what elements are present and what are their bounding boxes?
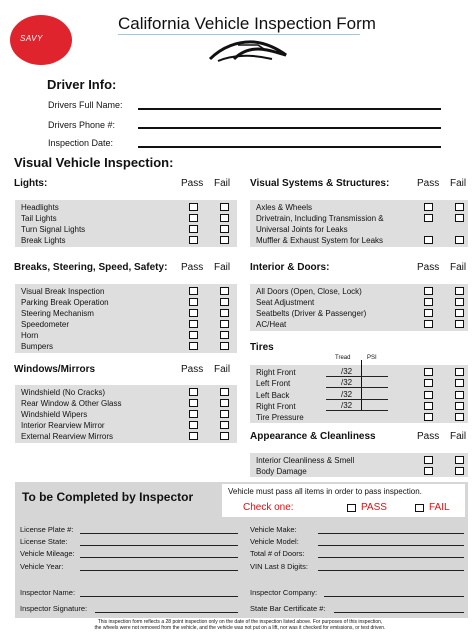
license-plate-label: License Plate #: <box>20 525 74 534</box>
pass-checkbox[interactable] <box>424 287 433 295</box>
full-name-field[interactable] <box>138 108 441 110</box>
pass-checkbox[interactable] <box>189 309 198 317</box>
pass-checkbox[interactable] <box>189 399 198 407</box>
fail-checkbox[interactable] <box>455 467 464 475</box>
fail-checkbox[interactable] <box>455 298 464 306</box>
tire-label: Tire Pressure <box>256 413 304 422</box>
date-field[interactable] <box>138 146 441 148</box>
footer-line-2: the wheels were not removed from the vehicle, and the vehicle was not put on a lift, nor was it checked for emissions, or test driven. <box>94 625 386 631</box>
pass-checkbox[interactable] <box>189 214 198 222</box>
pass-checkbox[interactable] <box>189 225 198 233</box>
fail-checkbox[interactable] <box>220 236 229 244</box>
footer-line-1: This inspection form reflects a 28 point inspection only on the date of the inspection listed above. For purposes of this inspection, <box>97 619 383 625</box>
form-title: California Vehicle Inspection Form <box>118 14 376 33</box>
fail-checkbox[interactable] <box>220 225 229 233</box>
fail-checkbox[interactable] <box>455 287 464 295</box>
inspector-company-field[interactable] <box>324 596 464 597</box>
appearance-heading: Appearance & Cleanliness <box>250 431 376 442</box>
pass-checkbox[interactable] <box>424 467 433 475</box>
check-item-label: Visual Break Inspection <box>21 287 105 296</box>
inspector-name-label: Inspector Name: <box>20 588 76 597</box>
inspector-signature-label: Inspector Signature: <box>20 604 88 613</box>
interior-heading: Interior & Doors: <box>250 262 330 273</box>
vehicle-make-field[interactable] <box>318 533 464 534</box>
logo-text: SAVY <box>20 34 43 43</box>
fail-checkbox[interactable] <box>455 320 464 328</box>
visual-systems-heading: Visual Systems & Structures: <box>250 178 390 189</box>
pass-checkbox[interactable] <box>189 410 198 418</box>
state-bar-field[interactable] <box>334 612 464 613</box>
inspector-heading: To be Completed by Inspector <box>22 490 194 504</box>
fail-checkbox[interactable] <box>220 320 229 328</box>
date-label: Inspection Date: <box>48 138 114 148</box>
tread-field[interactable] <box>326 387 388 388</box>
vehicle-model-label: Vehicle Model: <box>250 537 299 546</box>
pass-checkbox[interactable] <box>189 331 198 339</box>
fail-checkbox[interactable] <box>220 214 229 222</box>
tread-label: Tread <box>335 355 351 361</box>
psi-label: PSI <box>367 355 377 361</box>
tread-value: /32 <box>341 378 353 387</box>
fail-checkbox[interactable] <box>220 203 229 211</box>
result-pass-label: PASS <box>361 502 387 513</box>
pass-checkbox[interactable] <box>424 236 433 244</box>
tread-field[interactable] <box>326 376 388 377</box>
full-name-label: Drivers Full Name: <box>48 100 123 110</box>
fail-checkbox[interactable] <box>220 432 229 440</box>
pass-checkbox[interactable] <box>189 236 198 244</box>
pass-checkbox[interactable] <box>424 309 433 317</box>
inspector-company-label: Inspector Company: <box>250 588 318 597</box>
tread-field[interactable] <box>326 410 388 411</box>
vin-label: VIN Last 8 Digits: <box>250 562 308 571</box>
check-item-label: Bumpers <box>21 342 54 351</box>
check-item-label: Horn <box>21 331 39 340</box>
pass-checkbox[interactable] <box>189 421 198 429</box>
tire-label: Right Front <box>256 402 296 411</box>
pass-checkbox[interactable] <box>189 388 198 396</box>
fail-checkbox[interactable] <box>455 391 464 399</box>
check-item-label: Rear Window & Other Glass <box>21 399 122 408</box>
vin-field[interactable] <box>318 570 464 571</box>
check-item-label: All Doors (Open, Close, Lock) <box>256 287 362 296</box>
inspector-signature-field[interactable] <box>95 612 238 613</box>
vehicle-mileage-label: Vehicle Mileage: <box>20 549 75 558</box>
check-item-label: Axles & Wheels <box>256 203 313 212</box>
fail-checkbox[interactable] <box>455 402 464 410</box>
result-fail-checkbox[interactable] <box>415 504 424 512</box>
fail-checkbox[interactable] <box>220 342 229 350</box>
title-underline <box>118 34 360 35</box>
fail-checkbox[interactable] <box>220 287 229 295</box>
check-item-label: Turn Signal Lights <box>21 225 86 234</box>
check-item-label: Body Damage <box>256 467 307 476</box>
fail-checkbox[interactable] <box>455 236 464 244</box>
pass-checkbox[interactable] <box>424 368 433 376</box>
tread-value: /32 <box>341 390 353 399</box>
pass-checkbox[interactable] <box>189 320 198 328</box>
tread-value: /32 <box>341 367 353 376</box>
vehicle-make-label: Vehicle Make: <box>250 525 297 534</box>
fail-checkbox[interactable] <box>220 298 229 306</box>
vehicle-mileage-field[interactable] <box>80 557 238 558</box>
breaks-heading: Breaks, Steering, Speed, Safety: <box>14 262 168 273</box>
pass-checkbox[interactable] <box>424 413 433 421</box>
fail-checkbox[interactable] <box>220 309 229 317</box>
state-bar-label: State Bar Certificate #: <box>250 604 326 613</box>
tires-heading: Tires <box>250 342 274 353</box>
pass-header: Pass <box>181 364 204 375</box>
check-item-label: Speedometer <box>21 320 70 329</box>
check-item-label: Drivetrain, Including Transmission & <box>256 214 384 223</box>
vehicle-model-field[interactable] <box>318 545 464 546</box>
fail-checkbox[interactable] <box>220 388 229 396</box>
fail-checkbox[interactable] <box>455 203 464 211</box>
license-state-field[interactable] <box>80 545 238 546</box>
pass-checkbox[interactable] <box>424 402 433 410</box>
check-item-label: Parking Break Operation <box>21 298 109 307</box>
check-item-label: External Rearview Mirrors <box>21 432 114 441</box>
fail-header: Fail <box>214 364 231 375</box>
tread-field[interactable] <box>326 399 388 400</box>
check-item-label: AC/Heat <box>256 320 287 329</box>
fail-checkbox[interactable] <box>455 456 464 464</box>
fail-header: Fail <box>214 178 231 189</box>
tires-divider <box>361 360 362 410</box>
license-state-label: License State: <box>20 537 68 546</box>
fail-checkbox[interactable] <box>455 214 464 222</box>
fail-header: Fail <box>214 262 231 273</box>
pass-checkbox[interactable] <box>424 456 433 464</box>
pass-requirement-note: Vehicle must pass all items in order to pass inspection. <box>228 487 422 496</box>
pass-checkbox[interactable] <box>189 342 198 350</box>
fail-checkbox[interactable] <box>455 379 464 387</box>
car-silhouette-icon <box>208 37 288 67</box>
total-doors-field[interactable] <box>318 557 464 558</box>
fail-checkbox[interactable] <box>455 309 464 317</box>
tire-label: Left Back <box>256 391 290 400</box>
total-doors-label: Total # of Doors: <box>250 549 305 558</box>
vehicle-year-label: Vehicle Year: <box>20 562 64 571</box>
result-fail-label: FAIL <box>429 502 450 513</box>
check-item-label: Headlights <box>21 203 59 212</box>
pass-header: Pass <box>181 262 204 273</box>
tread-value: /32 <box>341 401 353 410</box>
check-item-label: Interior Cleanliness & Smell <box>256 456 355 465</box>
phone-field[interactable] <box>138 127 441 129</box>
pass-header: Pass <box>181 178 204 189</box>
fail-checkbox[interactable] <box>455 413 464 421</box>
driver-info-heading: Driver Info: <box>47 77 117 92</box>
vehicle-year-field[interactable] <box>80 570 238 571</box>
fail-header: Fail <box>450 262 467 273</box>
phone-label: Drivers Phone #: <box>48 120 116 130</box>
license-plate-field[interactable] <box>80 533 238 534</box>
windows-heading: Windows/Mirrors <box>14 364 96 375</box>
pass-header: Pass <box>417 262 440 273</box>
pass-checkbox[interactable] <box>424 379 433 387</box>
fail-checkbox[interactable] <box>220 331 229 339</box>
lights-heading: Lights: <box>14 178 48 189</box>
pass-checkbox[interactable] <box>424 391 433 399</box>
fail-checkbox[interactable] <box>220 421 229 429</box>
pass-checkbox[interactable] <box>189 432 198 440</box>
fail-header: Fail <box>450 178 467 189</box>
pass-checkbox[interactable] <box>424 320 433 328</box>
check-item-label: Windshield (No Cracks) <box>21 388 106 397</box>
pass-checkbox[interactable] <box>189 298 198 306</box>
check-item-label: Seat Adjustment <box>256 298 315 307</box>
fail-checkbox[interactable] <box>220 410 229 418</box>
pass-checkbox[interactable] <box>189 203 198 211</box>
pass-checkbox[interactable] <box>424 298 433 306</box>
fail-header: Fail <box>450 431 467 442</box>
pass-header: Pass <box>417 431 440 442</box>
inspector-name-field[interactable] <box>80 596 238 597</box>
check-item-label: Windshield Wipers <box>21 410 88 419</box>
result-pass-checkbox[interactable] <box>347 504 356 512</box>
check-item-label: Muffler & Exhaust System for Leaks <box>256 236 384 245</box>
tire-label: Right Front <box>256 368 296 377</box>
footer-disclaimer <box>72 619 408 631</box>
fail-checkbox[interactable] <box>220 399 229 407</box>
check-item-label: Seatbelts (Driver & Passenger) <box>256 309 367 318</box>
pass-header: Pass <box>417 178 440 189</box>
check-item-label: Interior Rearview Mirror <box>21 421 105 430</box>
tire-label: Left Front <box>256 379 291 388</box>
pass-checkbox[interactable] <box>424 203 433 211</box>
check-one-label: Check one: <box>243 502 294 513</box>
check-item-label: Tail Lights <box>21 214 57 223</box>
check-item-label: Break Lights <box>21 236 66 245</box>
fail-checkbox[interactable] <box>455 368 464 376</box>
pass-checkbox[interactable] <box>189 287 198 295</box>
visual-inspection-heading: Visual Vehicle Inspection: <box>14 155 174 170</box>
check-item-label: Universal Joints for Leaks <box>256 225 348 234</box>
pass-checkbox[interactable] <box>424 214 433 222</box>
check-item-label: Steering Mechanism <box>21 309 94 318</box>
